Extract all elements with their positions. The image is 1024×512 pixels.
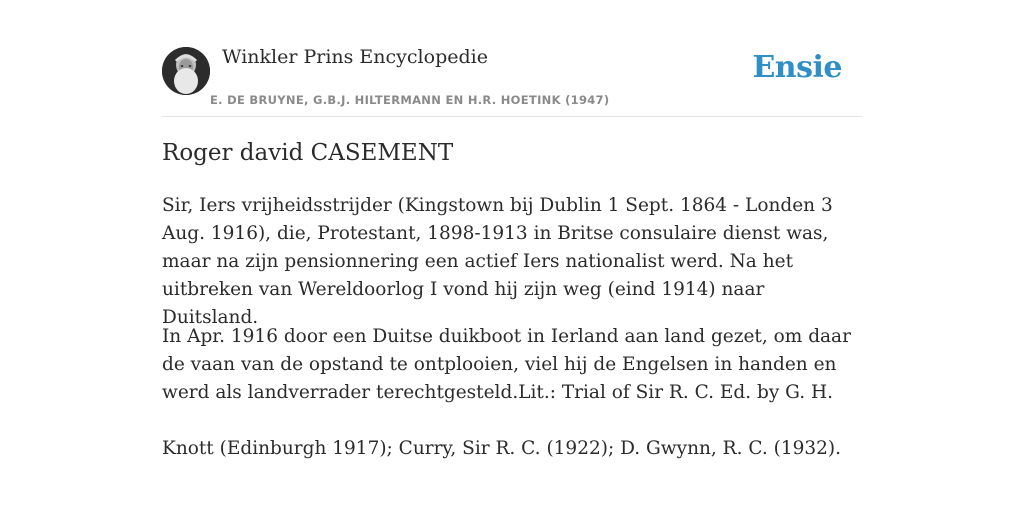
article-paragraph-1: Sir, Iers vrijheidsstrijder (Kingstown bij Dublin 1 Sept. 1864 - Londen 3 Aug. 1916), die, Protestant, 1898-1913 in Britse consulaire dienst was, maar na zijn pensionnering een actief Iers nationalist werd. Na het uitbreken van Wereldoorlog I vond hij zijn weg (eind 1914) naar Duitsland. (162, 195, 833, 328)
article-title: Roger david CASEMENT (162, 140, 454, 166)
author-portrait-icon[interactable] (162, 47, 210, 95)
page-header (162, 0, 862, 117)
ensie-logo-link[interactable]: Ensie (752, 50, 842, 85)
article-paragraph-2: In Apr. 1916 door een Duitse duikboot in Ierland aan land gezet, om daar de vaan van de opstand te ontplooien, viel hij de Engelsen in handen en werd als landverrader terechtgesteld.Lit.: Trial of Sir R. C. Ed. by G. H. (162, 326, 851, 403)
article-page (162, 0, 862, 459)
encyclopedia-title[interactable]: Winkler Prins Encyclopedie (222, 46, 488, 68)
article-paragraph-3: Knott (Edinburgh 1917); Curry, Sir R. C. (1922); D. Gwynn, R. C. (1932). (162, 438, 842, 459)
encyclopedia-authors: E. DE BRUYNE, G.B.J. HILTERMANN EN H.R. HOETINK (1947) (210, 93, 610, 107)
